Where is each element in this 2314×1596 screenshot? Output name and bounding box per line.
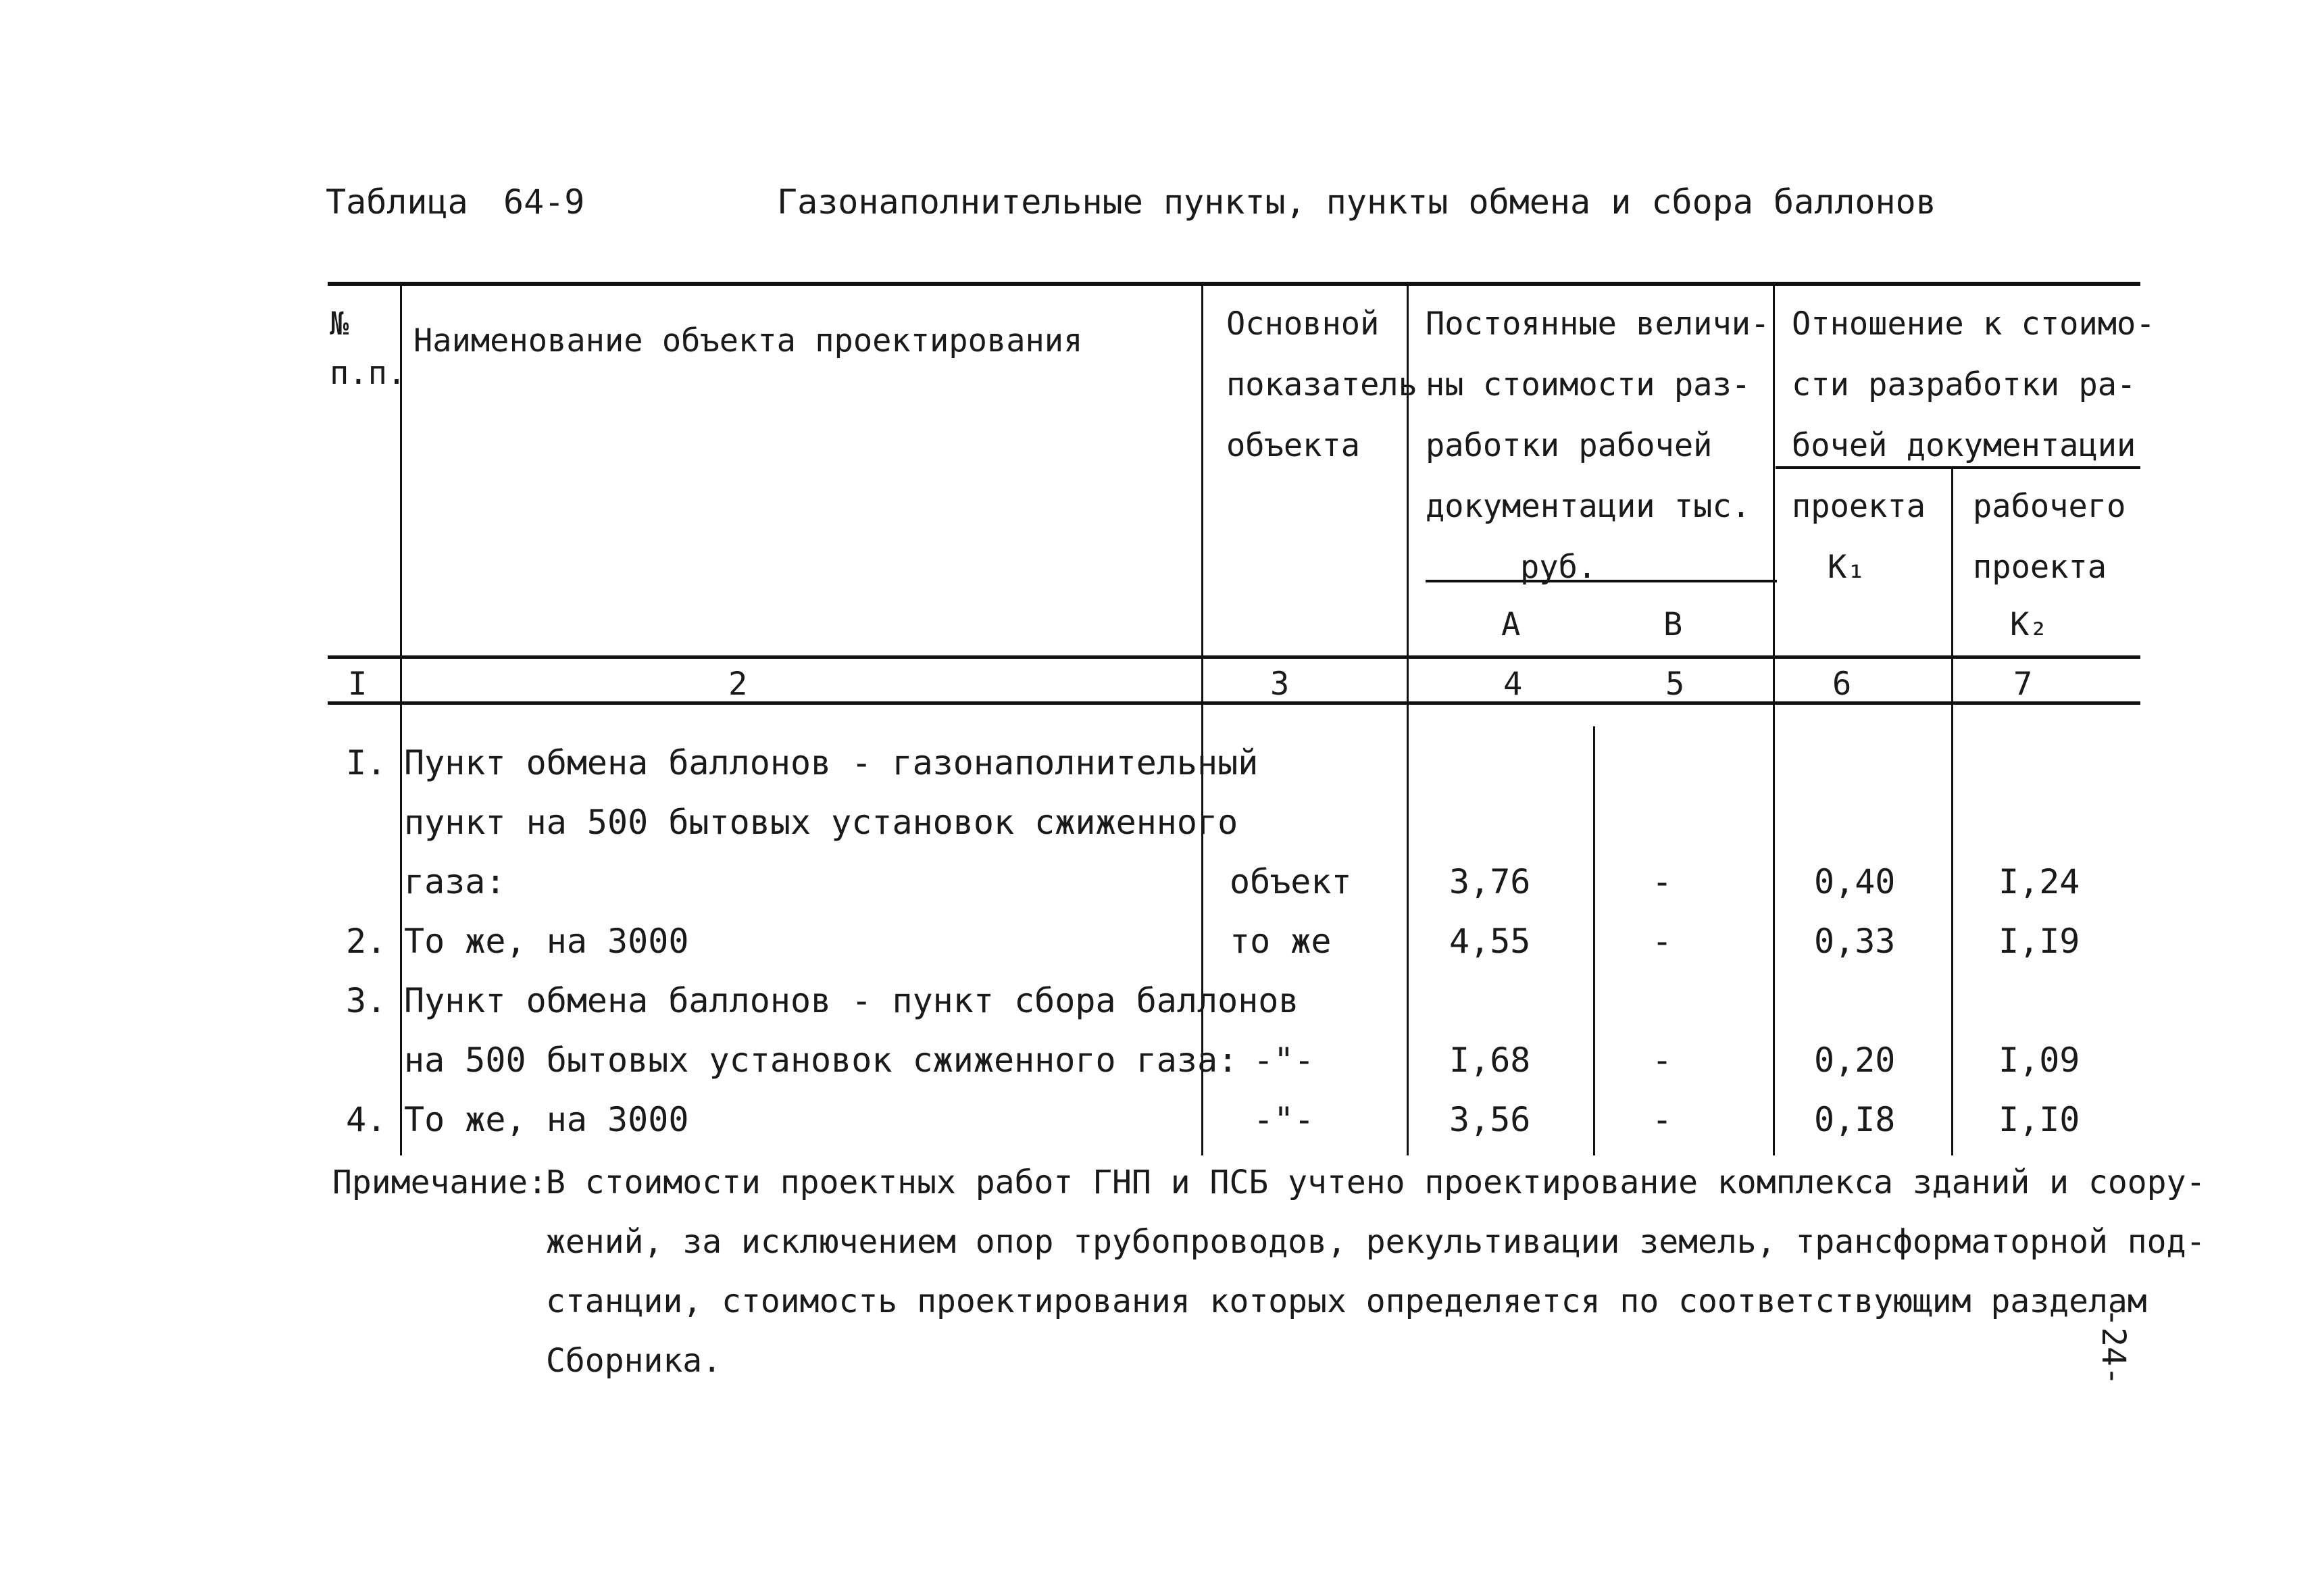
row3-a: I,68: [1449, 1041, 1531, 1080]
note-line3: станции, стоимость проектирования которых определяется по соответствующим разделам: [546, 1282, 2147, 1320]
row4-k2: I,I0: [1998, 1100, 2080, 1139]
row2-a: 4,55: [1449, 922, 1531, 961]
header-col4-sub: А: [1501, 606, 1521, 643]
row1-name-line3: газа:: [404, 862, 506, 901]
col-divider-5: [1773, 284, 1775, 1155]
col-divider-2: [1201, 284, 1203, 1155]
header-col67-line1: Отношение к стоимо-: [1792, 305, 2155, 343]
row1-k2: I,24: [1998, 862, 2080, 901]
ab-group-rule: [1426, 580, 1777, 582]
header-col3-line1: Основной: [1226, 305, 1380, 343]
note-label: Примечание:: [332, 1164, 547, 1201]
header-col45-line3: работки рабочей: [1426, 427, 1713, 464]
colnum-bottom-rule: [328, 701, 2140, 705]
colnum-1: I: [348, 666, 368, 703]
header-col7-sub-line3: К₂: [2010, 606, 2048, 643]
col-divider-1: [400, 284, 402, 1155]
row3-b: -: [1652, 1041, 1673, 1080]
row2-num: 2.: [346, 922, 387, 961]
row4-a: 3,56: [1449, 1100, 1531, 1139]
header-col45-line4: документации тыс.: [1426, 488, 1751, 525]
col-divider-6: [1951, 469, 1953, 1155]
row4-name-line1: То же, на 3000: [404, 1100, 689, 1139]
header-col7-sub-line1: рабочего: [1973, 488, 2126, 525]
header-col1-line2: п.п.: [330, 355, 407, 392]
row1-b: -: [1652, 862, 1673, 901]
page-number: -24-: [2094, 1307, 2132, 1386]
col-divider-4: [1593, 726, 1595, 1155]
row2-b: -: [1652, 922, 1673, 961]
row3-k1: 0,20: [1814, 1041, 1896, 1080]
colnum-7: 7: [2013, 666, 2033, 703]
table-top-rule: [328, 282, 2140, 286]
row4-indicator: -"-: [1253, 1100, 1315, 1139]
note-line4: Сборника.: [546, 1342, 722, 1380]
header-col5-sub: В: [1663, 606, 1683, 643]
header-col1-line1: №: [330, 305, 349, 343]
header-col45-line1: Постоянные величи-: [1426, 305, 1770, 343]
header-col45-line5: руб.: [1520, 549, 1597, 586]
colnum-5: 5: [1665, 666, 1685, 703]
table-number: 64-9: [503, 182, 585, 222]
row2-indicator: то же: [1230, 922, 1332, 961]
row4-k1: 0,I8: [1814, 1100, 1896, 1139]
row1-k1: 0,40: [1814, 862, 1896, 901]
row2-name-line1: То же, на 3000: [404, 922, 689, 961]
header-col3-line2: показатель: [1226, 366, 1417, 403]
header-col67-line2: сти разработки ра-: [1792, 366, 2136, 403]
row1-a: 3,76: [1449, 862, 1531, 901]
row1-name-line1: Пункт обмена баллонов - газонаполнительный: [404, 743, 1259, 782]
colnum-3: 3: [1270, 666, 1290, 703]
header-col7-sub-line2: проекта: [1973, 549, 2107, 586]
header-col3-line3: объекта: [1226, 427, 1361, 464]
row3-indicator: -"-: [1253, 1041, 1315, 1080]
header-col67-line3: бочей документации: [1792, 427, 2136, 464]
colnum-4: 4: [1503, 666, 1523, 703]
row3-num: 3.: [346, 981, 387, 1020]
row2-k1: 0,33: [1814, 922, 1896, 961]
header-bottom-rule: [328, 655, 2140, 659]
header-col6-sub-line1: проекта: [1792, 488, 1926, 525]
header-col45-line2: ны стоимости раз-: [1426, 366, 1751, 403]
colnum-2: 2: [728, 666, 748, 703]
row1-name-line2: пункт на 500 бытовых установок сжиженного: [404, 803, 1238, 842]
header-col6-sub-line2: К₁: [1828, 549, 1866, 586]
note-line2: жений, за исключением опор трубопроводов, рекультивации земель, трансформаторной под-: [546, 1223, 2206, 1261]
row2-k2: I,I9: [1998, 922, 2080, 961]
row1-num: I.: [346, 743, 387, 782]
colnum-6: 6: [1832, 666, 1852, 703]
row3-k2: I,09: [1998, 1041, 2080, 1080]
table-label: Таблица: [326, 182, 468, 222]
table-title: Газонаполнительные пункты, пункты обмена и сбора баллонов: [777, 182, 1936, 222]
header-col2: Наименование объекта проектирования: [413, 322, 1083, 359]
row4-b: -: [1652, 1100, 1673, 1139]
note-line1: В стоимости проектных работ ГНП и ПСБ учтено проектирование комплекса зданий и соору-: [546, 1164, 2206, 1201]
row3-name-line1: Пункт обмена баллонов - пункт сбора баллонов: [404, 981, 1299, 1020]
row1-indicator: объект: [1230, 862, 1352, 901]
row3-name-line2: на 500 бытовых установок сжиженного газа:: [404, 1041, 1238, 1080]
row4-num: 4.: [346, 1100, 387, 1139]
